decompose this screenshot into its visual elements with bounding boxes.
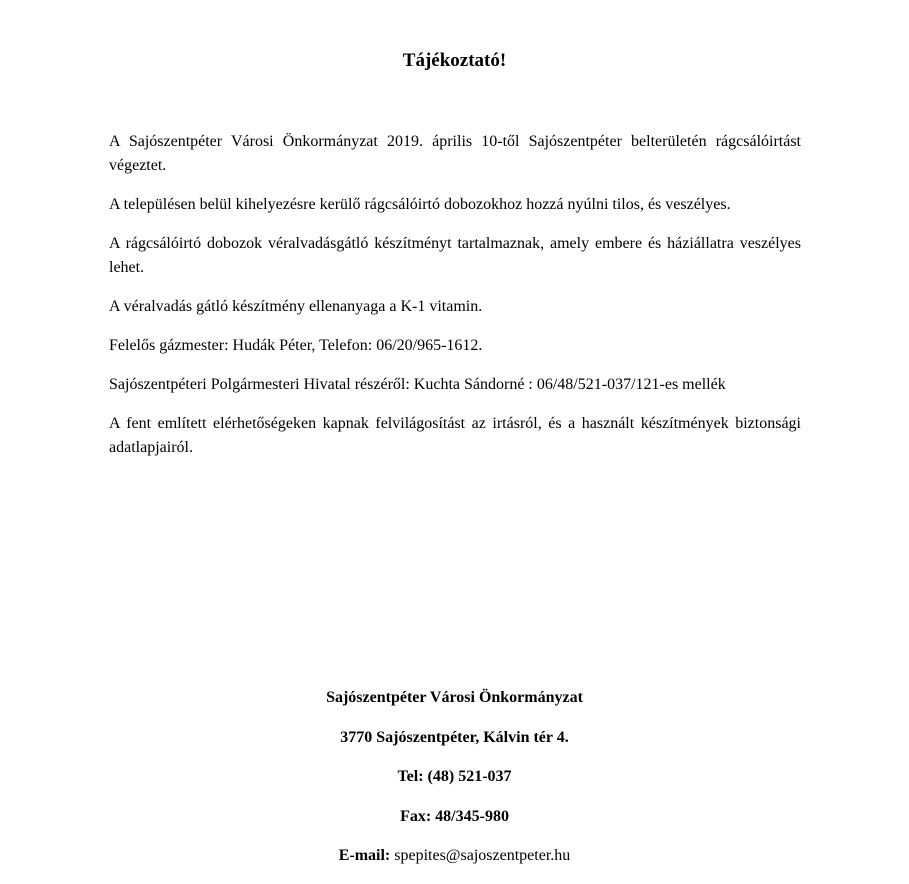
footer-fax: Fax: 48/345-980 (400, 807, 509, 825)
footer-organization: Sajószentpéter Városi Önkormányzat (326, 689, 583, 706)
document-title: Tájékoztató! (402, 50, 507, 71)
footer-email (0, 844, 909, 884)
notice-body (109, 130, 801, 475)
footer-contact-block (0, 686, 909, 884)
paragraph-antidote: A véralvadás gátló készítmény ellenanyaga a K-1 vitamin. (109, 298, 483, 315)
paragraph-information: A fent említett elérhetőségeken kapnak felvilágosítást az irtásról, és a használt készítmények biztonsági adatlapjairól. (109, 415, 801, 456)
paragraph-anticoagulant: A rágcsálóirtó dobozok véralvadásgátló készítményt tartalmaznak, amely embere és háziállatra veszélyes lehet. (109, 235, 801, 276)
paragraph-warning-boxes: A településen belül kihelyezésre kerülő rágcsálóirtó dobozokhoz hozzá nyúlni tilos, és veszélyes. (109, 196, 731, 213)
footer-email-address[interactable]: spepites@sajoszentpeter.hu (394, 847, 571, 864)
paragraph-pest-control: A Sajószentpéter Városi Önkormányzat 2019. április 10-től Sajószentpéter belterületén rágcsálóirtást végeztet. (109, 133, 801, 174)
footer-address: 3770 Sajószentpéter, Kálvin tér 4. (340, 728, 569, 746)
paragraph-office-contact: Sajószentpéteri Polgármesteri Hivatal részéről: Kuchta Sándorné : 06/48/521-037/121-es mellék (109, 376, 726, 393)
footer-tel: Tel: (48) 521-037 (397, 768, 512, 785)
paragraph-responsible-contact: Felelős gázmester: Hudák Péter, Telefon: 06/20/965-1612. (109, 337, 483, 354)
footer-email-label: E-mail: (338, 847, 391, 864)
